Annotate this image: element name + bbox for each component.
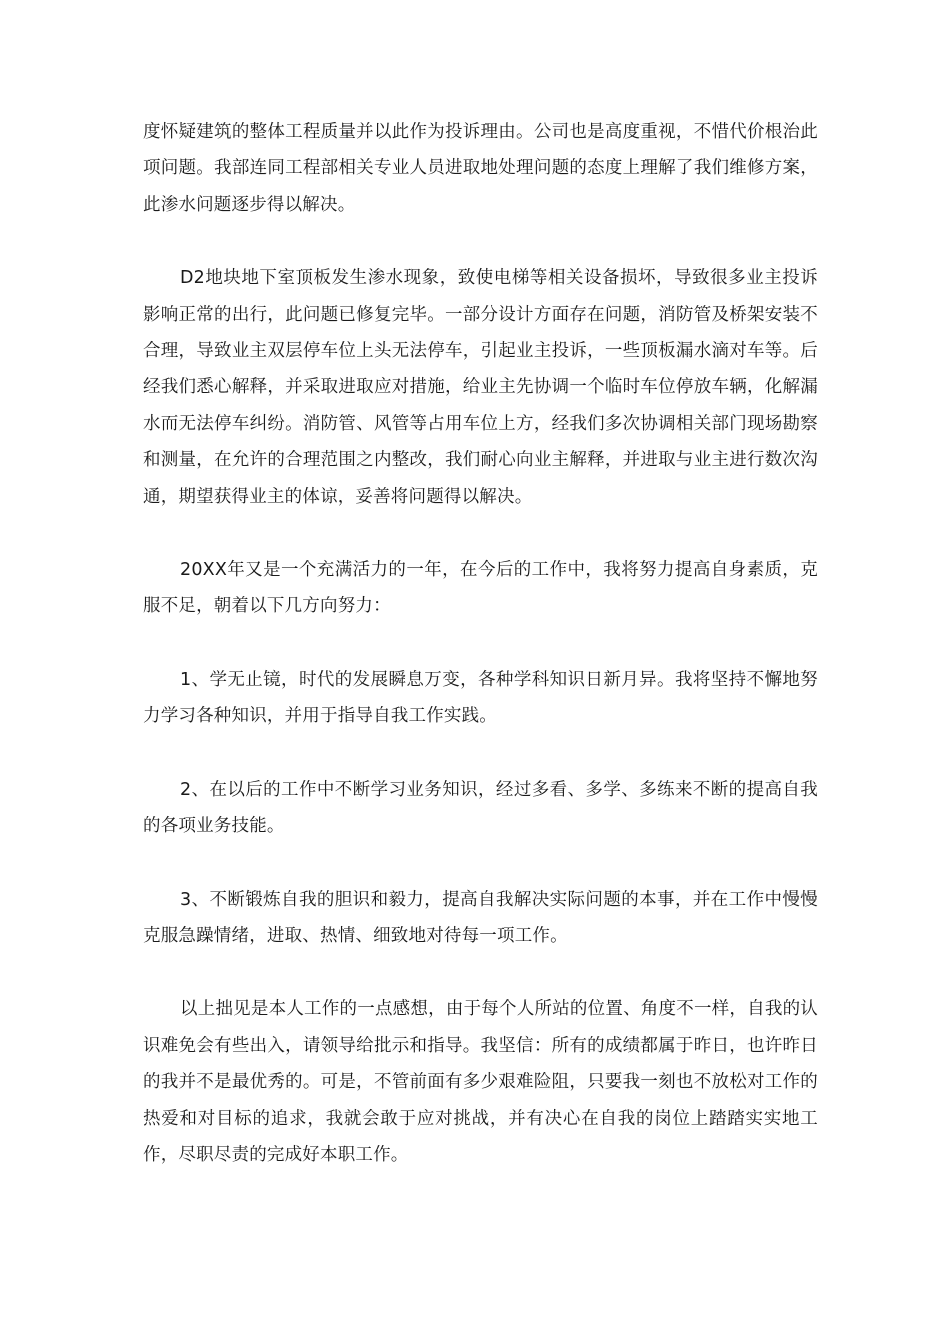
paragraph-gap <box>143 845 818 882</box>
paragraph-4: 1、学无止镜，时代的发展瞬息万变，各种学科知识日新月异。我将坚持不懈地努力学习各种知识，并用于指导自我工作实践。 <box>143 669 818 727</box>
paragraph-gap <box>143 223 818 260</box>
paragraph-3: 20XX年又是一个充满活力的一年，在今后的工作中，我将努力提高自身素质，克服不足，朝着以下几方向努力： <box>143 560 818 617</box>
paragraph-gap <box>143 735 818 772</box>
document-body <box>143 114 818 1173</box>
paragraph-6: 3、不断锻炼自我的胆识和毅力，提高自我解决实际问题的本事，并在工作中慢慢克服急躁情绪，进取、热情、细致地对待每一项工作。 <box>143 889 818 946</box>
paragraph-5: 2、在以后的工作中不断学习业务知识，经过多看、多学、多练来不断的提高自我的各项业务技能。 <box>143 779 818 837</box>
paragraph-gap <box>143 954 818 991</box>
paragraph-7: 以上拙见是本人工作的一点感想，由于每个人所站的位置、角度不一样，自我的认识难免会有些出入，请领导给批示和指导。我坚信：所有的成绩都属于昨日，也许昨日的我并不是最优秀的。可是，不管前面有多少艰难险阻，只要我一刻也不放松对工作的热爱和对目标的追求，我就会敢于应对挑战，并有决心在自我的岗位上踏踏实实地工作，尽职尽责的完成好本职工作。 <box>143 999 818 1165</box>
paragraph-2: D2地块地下室顶板发生渗水现象，致使电梯等相关设备损坏，导致很多业主投诉影响正常的出行，此问题已修复完毕。一部分设计方面存在问题，消防管及桥架安装不合理，导致业主双层停车位上头无法停车，引起业主投诉，一些顶板漏水滴对车等。后经我们悉心解释，并采取进取应对措施，给业主先协调一个临时车位停放车辆，化解漏水而无法停车纠纷。消防管、风管等占用车位上方，经我们多次协调相关部门现场勘察和测量，在允许的合理范围之内整改，我们耐心向业主解释，并进取与业主进行数次沟通，期望获得业主的体谅，妥善将问题得以解决。 <box>143 268 818 507</box>
paragraph-gap <box>143 515 818 552</box>
paragraph-gap <box>143 625 818 662</box>
paragraph-1: 度怀疑建筑的整体工程质量并以此作为投诉理由。公司也是高度重视，不惜代价根治此项问题。我部连同工程部相关专业人员进取地处理问题的态度上理解了我们维修方案，此渗水问题逐步得以解决。 <box>143 122 818 215</box>
